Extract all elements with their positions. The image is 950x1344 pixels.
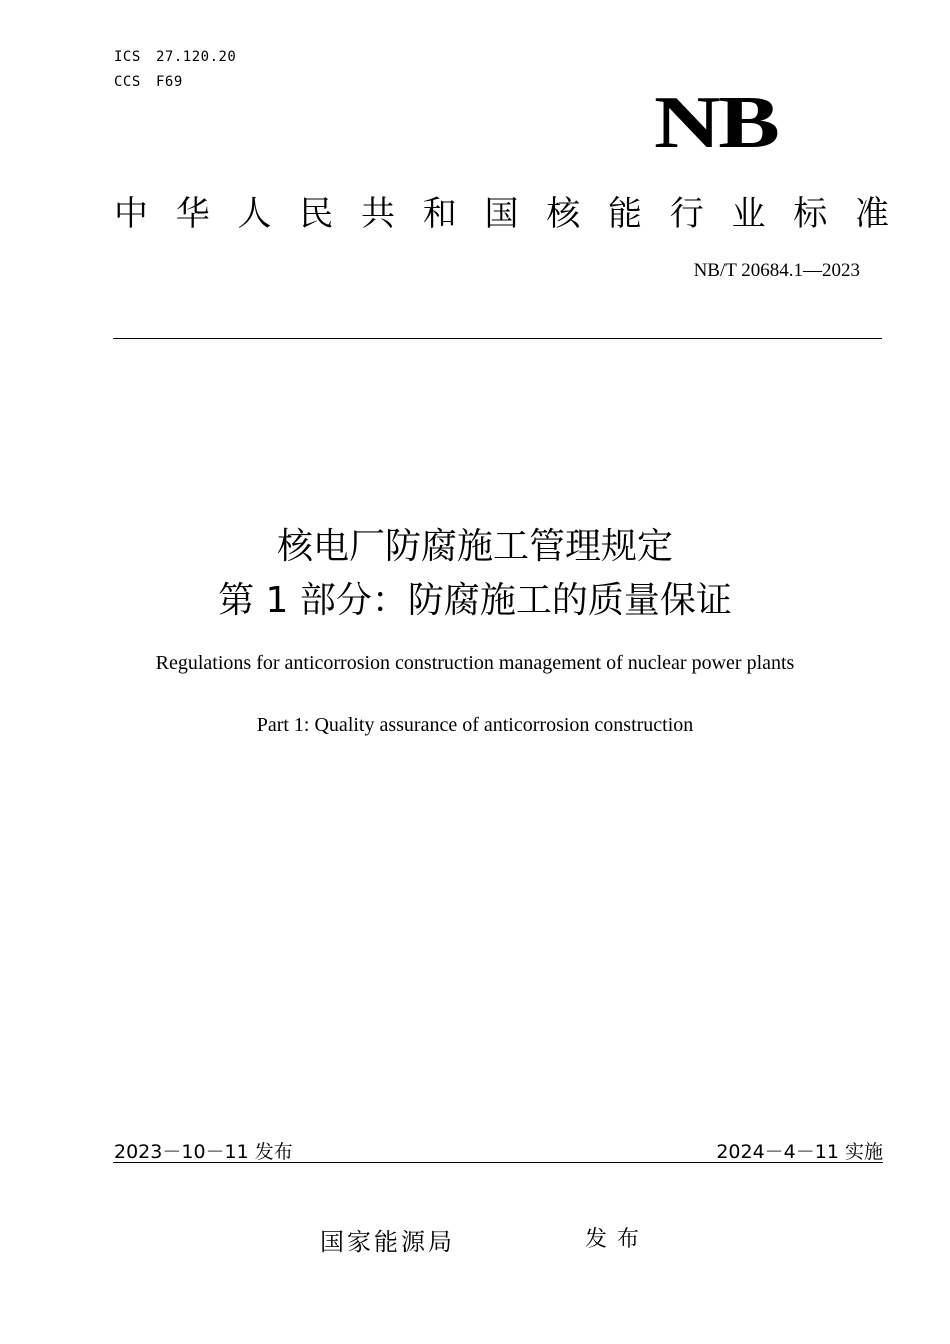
title-chinese-main: 核电厂防腐施工管理规定 bbox=[276, 526, 673, 567]
ccs-value: F69 bbox=[156, 74, 183, 90]
standard-type-char: 和 bbox=[422, 194, 457, 234]
standard-type-char: 中 bbox=[114, 194, 148, 234]
standard-type-char: 华 bbox=[175, 194, 210, 234]
top-divider bbox=[113, 338, 882, 339]
standard-type-char: 核 bbox=[546, 194, 581, 234]
implementation-date: 2024－4－11 实施 bbox=[716, 1141, 883, 1163]
title-english-main: Regulations for anticorrosion construction management of nuclear power plants bbox=[155, 652, 795, 674]
standard-type-char: 标 bbox=[793, 194, 828, 234]
title-english-part: Part 1: Quality assurance of anticorrosion construction bbox=[256, 714, 694, 736]
standard-type-char: 行 bbox=[669, 194, 704, 234]
nb-logo: NB bbox=[654, 82, 778, 164]
standard-type-char: 能 bbox=[608, 194, 642, 234]
ics-value: 27.120.20 bbox=[156, 49, 237, 65]
standard-type-title bbox=[114, 186, 889, 235]
bottom-divider bbox=[113, 1162, 883, 1163]
ccs-code bbox=[114, 74, 183, 90]
standard-type-char: 国 bbox=[484, 194, 519, 234]
standard-type-char: 民 bbox=[299, 194, 334, 234]
standard-type-char: 业 bbox=[731, 194, 766, 234]
title-chinese-part: 第 1 部分：防腐施工的质量保证 bbox=[218, 580, 732, 621]
issue-date: 2023－10－11 发布 bbox=[114, 1141, 293, 1163]
ics-code bbox=[114, 49, 236, 65]
standard-type-char: 共 bbox=[361, 194, 395, 234]
ccs-label: CCS bbox=[114, 74, 141, 90]
standard-number: NB/T 20684.1—2023 bbox=[693, 260, 860, 281]
standard-type-char: 准 bbox=[855, 194, 889, 234]
standard-type-char: 人 bbox=[237, 194, 272, 234]
issue-label: 发布 bbox=[585, 1227, 650, 1252]
issuing-authority: 国家能源局 bbox=[320, 1228, 455, 1256]
ics-label: ICS bbox=[114, 49, 141, 65]
